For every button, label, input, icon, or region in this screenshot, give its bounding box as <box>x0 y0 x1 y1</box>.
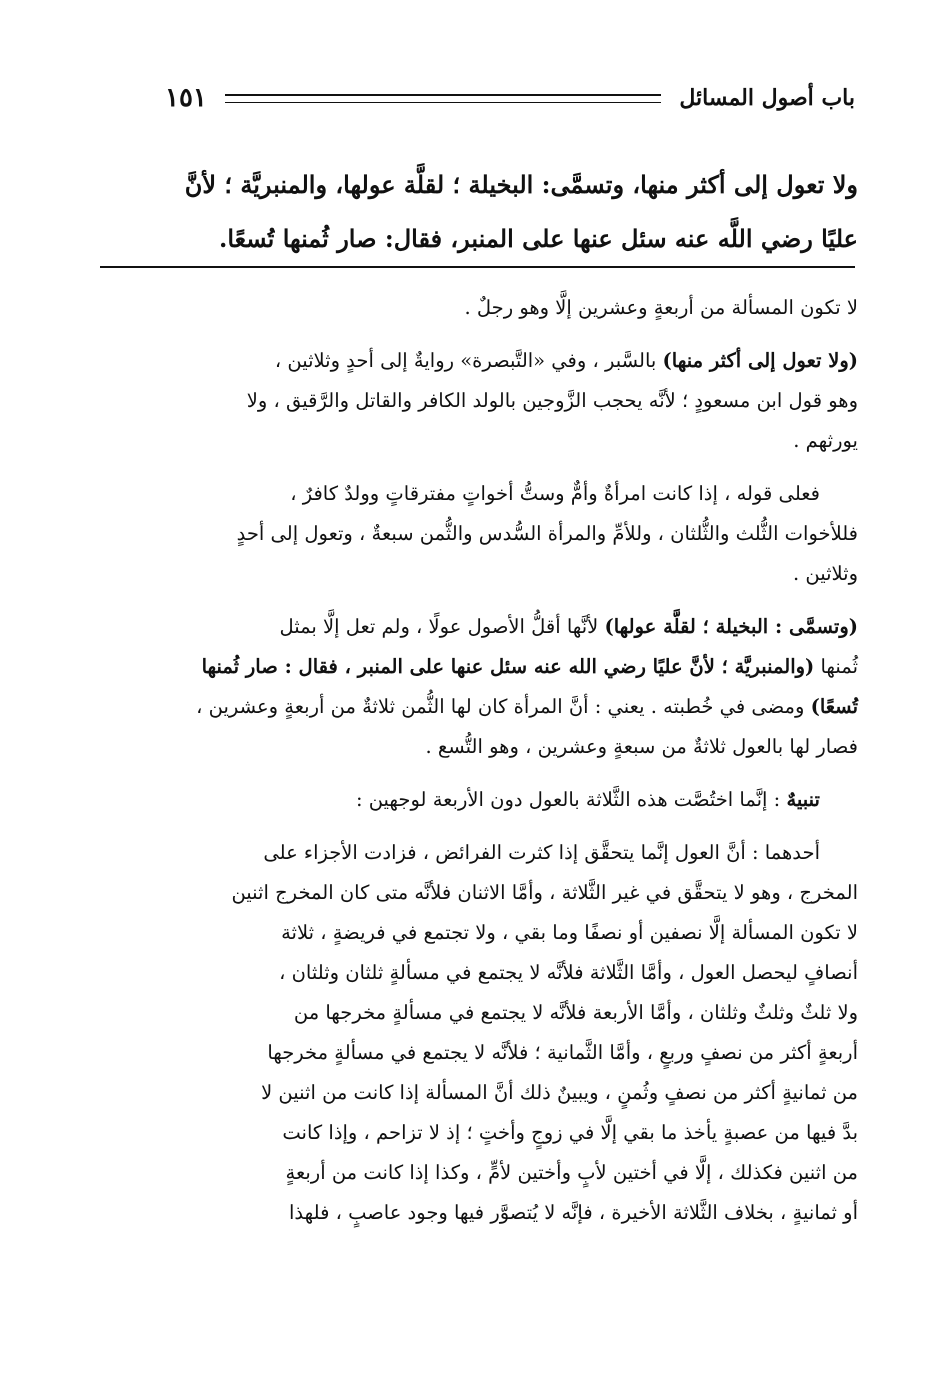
text-span: بالسَّبر ، وفي «التَّبصرة» روايةٌ إلى أحدٍ وثلاثين ، <box>274 349 663 372</box>
matn-text <box>120 158 858 266</box>
text-line <box>118 687 858 727</box>
note-label: تنبيهٌ <box>786 788 820 811</box>
text-line: فصار لها بالعول ثلاثةٌ من سبعةٍ وعشرين ، وهو التُّسع . <box>425 735 858 758</box>
text-line <box>118 647 858 687</box>
quoted-matn: تُسعًا) <box>810 695 858 718</box>
text-span: : إنَّما اختُصَّت هذه الثَّلاثة بالعول دون الأربعة لوجهين : <box>355 788 787 811</box>
text-line: من اثنين فكذلك ، إلَّا في أختين لأبٍ وأختين لأمٍّ ، وكذا إذا كانت من أربعةٍ <box>285 1161 858 1184</box>
text-line: لا تكون المسألة من أربعةٍ وعشرين إلَّا وهو رجلٌ . <box>464 296 858 319</box>
text-line: بدَّ فيها من عصبةٍ يأخذ ما بقي إلَّا في زوجٍ وأختٍ ؛ إذ لا تزاحم ، وإذا كانت <box>282 1121 858 1144</box>
text-line: أربعةٍ أكثر من نصفٍ وربعٍ ، وأمَّا الثَّمانية ؛ فلأنَّه لا يجتمع في مسألةٍ مخرجها <box>267 1041 858 1064</box>
chapter-title: باب أصول المسائل <box>679 85 855 111</box>
paragraph <box>118 288 858 328</box>
paragraph <box>118 474 858 594</box>
text-line: يورثهم . <box>793 429 858 452</box>
quoted-matn: (والمنبريَّة ؛ لأنَّ عليًا رضي الله عنه سئل عنها على المنبر ، فقال : صار ثُمنها <box>201 655 815 678</box>
text-line <box>118 780 858 820</box>
text-span: ومضى في خُطبته . يعني : أنَّ المرأة كان لها الثُّمن ثلاثةٌ من أربعةٍ وعشرين ، <box>196 695 811 718</box>
header-rule <box>225 94 661 103</box>
paragraph <box>118 341 858 461</box>
quoted-matn: (وتسمَّى : البخيلة ؛ لقلَّة عولها) <box>604 615 858 638</box>
running-header <box>165 78 855 118</box>
commentary-text <box>118 288 858 1246</box>
text-line: أنصافٍ ليحصل العول ، وأمَّا الثَّلاثة فلأنَّه لا يجتمع في مسألةٍ ثلثان وثلثان ، <box>279 961 858 984</box>
matn-line: ولا تعول إلى أكثر منها، وتسمَّى: البخيلة ؛ لقلَّة عولها، والمنبريَّة ؛ لأنَّ <box>184 170 858 199</box>
paragraph <box>118 607 858 767</box>
quoted-matn: (ولا تعول إلى أكثر منها) <box>662 349 858 372</box>
text-line <box>118 607 858 647</box>
paragraph <box>118 833 858 1233</box>
matn-line: عليًا رضي اللَّه عنه سئل عنها على المنبر، فقال: صار ثُمنها تُسعًا. <box>219 224 858 253</box>
text-line: وهو قول ابن مسعودٍ ؛ لأنَّه يحجب الزَّوجين بالولد الكافر والقاتل والرَّقيق ، ولا <box>246 389 858 412</box>
text-line <box>118 341 858 381</box>
text-line: فعلى قوله ، إذا كانت امرأةٌ وأمٌّ وستُّ أخواتٍ مفترقاتٍ وولدٌ كافرٌ ، <box>290 482 820 505</box>
page-number: ١٥١ <box>165 83 207 113</box>
text-line: وثلاثين . <box>792 562 858 585</box>
matn-divider <box>100 266 855 268</box>
text-line: المخرج ، وهو لا يتحقَّق في غير الثَّلاثة ، وأمَّا الاثنان فلأنَّه متى كان المخرج اثنين <box>231 881 858 904</box>
text-span: لأنَّها أقلُّ الأصول عولًا ، ولم تعل إلَّا بمثل <box>279 615 605 638</box>
text-line: أحدهما : أنَّ العول إنَّما يتحقَّق إذا كثرت الفرائض ، فزادت الأجزاء على <box>263 841 820 864</box>
text-line: فللأخوات الثُّلث والثُّلثان ، وللأمِّ والمرأة السُّدس والثُّمن سبعةٌ ، وتعول إلى أحدٍ <box>236 522 858 545</box>
paragraph <box>118 780 858 820</box>
text-line: ولا ثلثٌ وثلثٌ وثلثان ، وأمَّا الأربعة فلأنَّه لا يجتمع في مسألةٍ مخرجها من <box>293 1001 858 1024</box>
text-line: أو ثمانيةٍ ، بخلاف الثَّلاثة الأخيرة ، فإنَّه لا يُتصوَّر فيها وجود عاصبٍ ، فلهذا <box>288 1201 858 1224</box>
text-line: من ثمانيةٍ أكثر من نصفٍ وثُمنٍ ، ويبينٌ ذلك أنَّ المسألة إذا كانت من اثنين لا <box>261 1081 858 1104</box>
text-line: لا تكون المسألة إلَّا نصفين أو نصفًا وما بقي ، ولا تجتمع في فريضةٍ ، ثلاثة <box>281 921 858 944</box>
text-span: ثُمنها <box>814 655 858 678</box>
